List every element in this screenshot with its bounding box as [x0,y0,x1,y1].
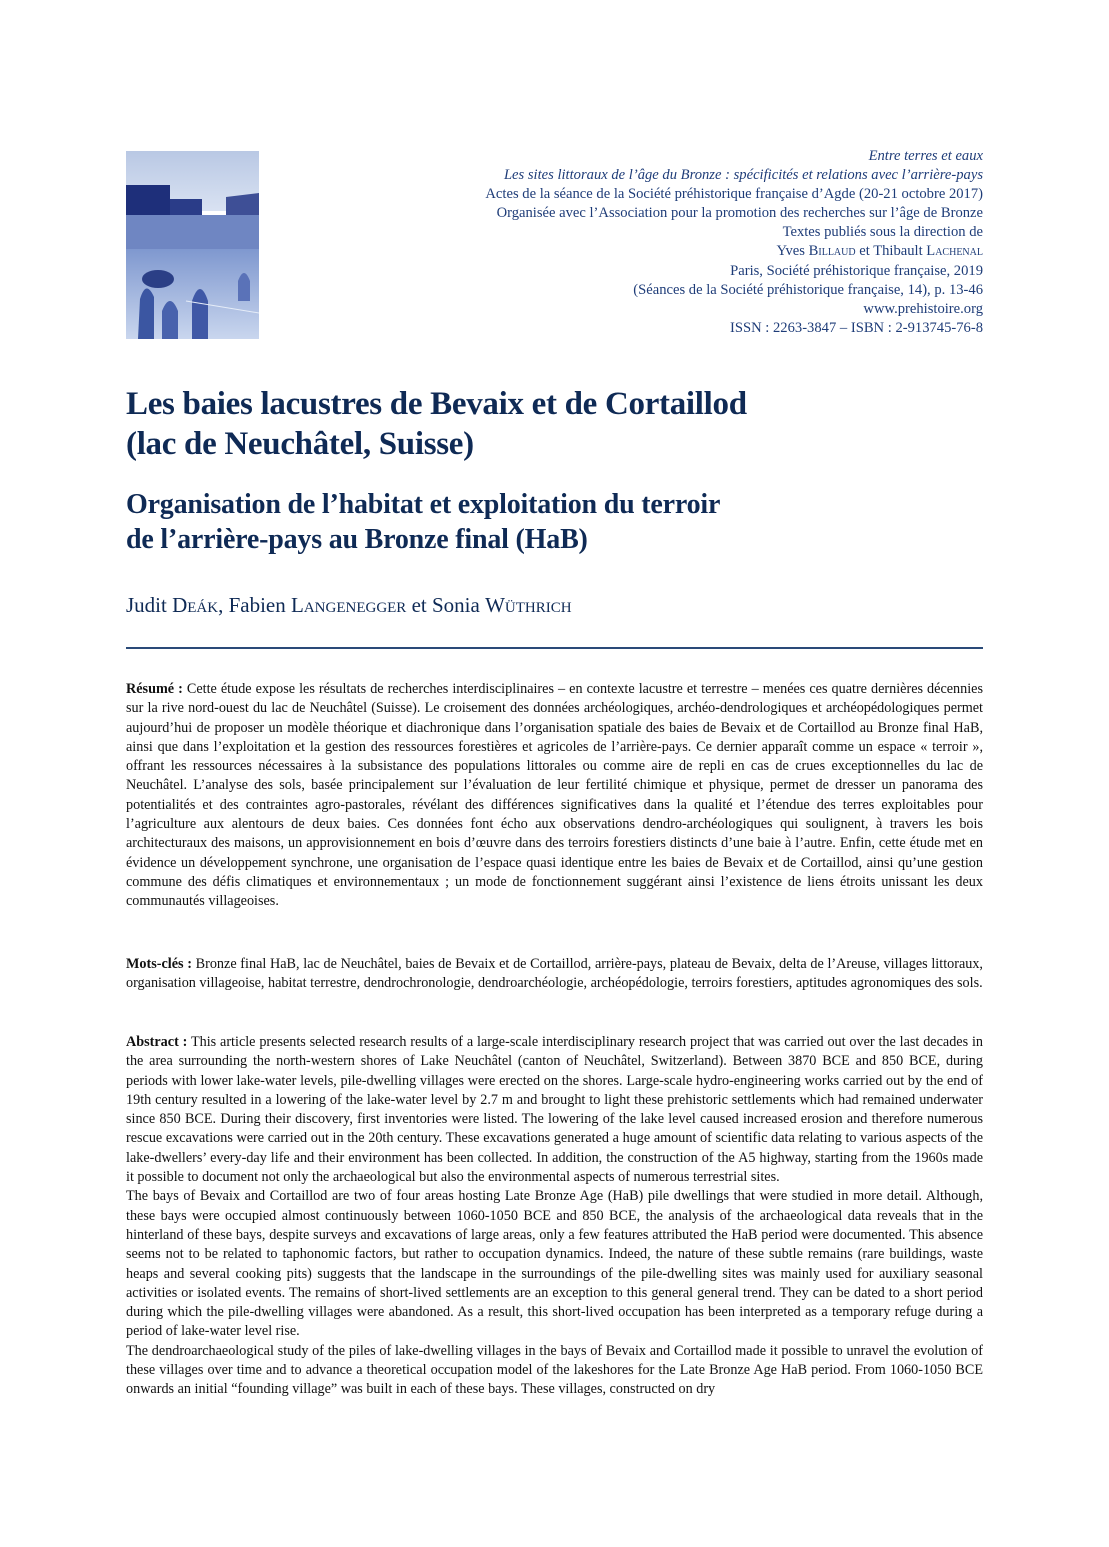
article-subtitle-line: Organisation de l’habitat et exploitation du terroir [126,489,721,520]
abstract-section [126,1033,983,1400]
section-divider [126,647,983,649]
abstract-paragraph: This article presents selected research results of a large-scale interdisciplinary research project that was carried out over the last decades in the area surrounding the north-western shores of Lake Neuchâtel (canton of Neuchâtel, Switzerland). Between 3870 BCE and 850 BCE, during periods with lower lake-water levels, pile-dwelling villages were erected on the shores. Large-scale hydro-engineering works carried out by the end of 19th century resulted in a lowering of the lake-water level by 2.7 m and brought to light these prehistoric settlements which had remained underwater since 850 BCE. During their discovery, first inventories were listed. The lowering of the lake level caused increased erosion and therefore numerous rescue excavations were carried out in the 20th century. These excavations generated a huge amount of scientific data relating to various aspects of the lake-dwellers’ every-day life and their environment has been collected. In addition, the construction of the A5 highway, starting from the 1960s made it possible to document not only the archaeological but also the environmental aspects of numerous terrestrial sites. [126,1034,983,1186]
website-link[interactable]: www.prehistoire.org [863,300,983,317]
cover-image [126,151,259,339]
series-info-line: (Séances de la Société préhistorique française, 14), p. 13-46 [633,281,983,298]
keywords-text: Bronze final HaB, lac de Neuchâtel, baies de Bevaix et de Cortaillod, arrière-pays, plateau de Bevaix, delta de l’Areuse, villages littoraux, organisation villageoise, habitat terrestre, dendrochronologie, dendroarchéologie, archéopédologie, terroirs forestiers, aptitudes agronomiques des sols. [126,956,983,992]
editor-first-name: Yves [776,243,805,260]
author-last-name: Deák [172,593,219,617]
keywords-section [126,955,983,994]
publisher-line: Paris, Société préhistorique française, 2019 [730,262,983,279]
author-separator: et [406,593,432,617]
author-separator: , [218,593,229,617]
author-first-name: Judit [126,593,167,617]
resume-section [126,680,983,912]
author-first-name: Sonia [431,593,480,617]
keywords-label: Mots-clés : [126,956,192,972]
editors-line [383,242,983,261]
editor-last-name: Billaud [808,243,856,260]
author-last-name: Wüthrich [485,593,572,617]
abstract-paragraph: The dendroarchaeological study of the piles of lake-dwelling villages in the bays of Bevaix and Cortaillod made it possible to unravel the evolution of these villages over time and to advance a theoretical occupation model of the lakeshores for the Late Bronze Age HaB period. From 1060-1050 BCE onwards an initial “founding village” was built in each of these bays. These villages, constructed on dry [126,1342,983,1398]
proceedings-line: Actes de la séance de la Société préhistorique française d’Agde (20-21 octobre 2017) [485,186,983,203]
editor-first-name: Thibault [873,243,923,260]
publication-header [383,147,983,338]
abstract-paragraph: The bays of Bevaix and Cortaillod are two of four areas hosting Late Bronze Age (HaB) pile dwellings that were studied in more detail. Although, these bays were occupied almost continuously between 1060-1050 BCE and 850 BCE, the analysis of the archaeological data reveals that in the hinterland of these bays, despite surveys and excavations of large areas, only a few features attributed the HaB period were documented. This absence seems not to be related to taphonomic factors, but rather to occupation dynamics. Indeed, the nature of these subtle remains (rare buildings, waste heaps and several cooking pits) suggests that the landscape in the surroundings of the pile-dwelling sites was mainly used for auxiliary seasonal activities or isolated events. The remains of short-lived settlements are an exception to this general general trend. They can be dated to a short period during which the pile-dwelling villages were abandoned. As a result, this short-lived occupation has been interpreted as a temporary refuge during a period of lake-water level rise. [126,1188,983,1340]
author-last-name: Langenegger [291,593,407,617]
article-title [126,384,986,464]
series-title: Entre terres et eaux [868,148,983,164]
article-title-line: Les baies lacustres de Bevaix et de Cortaillod [126,386,747,422]
authors-line [126,592,572,618]
identifiers-line: ISSN : 2263-3847 – ISBN : 2-913745-76-8 [730,319,983,336]
article-title-line: (lac de Neuchâtel, Suisse) [126,426,474,462]
cover-photo-icon [126,151,259,339]
resume-text: Cette étude expose les résultats de recherches interdisciplinaires – en contexte lacustre et terrestre – menées ces quatre dernières décennies sur la rive nord-ouest du lac de Neuchâtel (Suisse). Le croisement des données archéologiques, archéo-dendrologiques et archéopédologiques permet aujourd’hui de proposer un modèle théorique et diachronique dans l’organisation spatiale des baies de Bevaix et de Cortaillod au Bronze final HaB, ainsi que dans l’exploitation et la gestion des ressources forestières et agricoles de l’arrière-pays. Ce dernier apparaît comme un espace « terroir », offrant les ressources nécessaires à la subsistance des populations littorales ou comme aire de repli en cas de crues exceptionnelles du lac de Neuchâtel. L’analyse des sols, basée principalement sur l’évaluation de leur fertilité chimique et physique, permet de dresser un panorama des potentialités et des contraintes agro-pastorales, révélant des différences significatives dans la qualité et l’étendue des terres exploitables pour l’agriculture aux alentours de deux baies. Ces données font écho aux observations dendro-archéologiques qui soulignent, à travers les bois architecturaux des maisons, un approvisionnement en bois d’œuvre dans des terroirs forestiers distincts d’une baie à l’autre. Enfin, cette étude met en évidence un développement synchrone, une organisation de l’espace quasi identique entre les baies de Bevaix et de Cortaillod, ainsi qu’une gestion commune des défis climatiques et environnementaux ; un mode de fonctionnement suggérant ainsi l’existence de liens étroits unissant les deux communautés villageoises. [126,681,983,910]
organised-with-line: Organisée avec l’Association pour la promotion des recherches sur l’âge de Bronze [496,205,983,222]
editor-last-name: Lachenal [926,243,983,260]
volume-title: Les sites littoraux de l’âge du Bronze : spécificités et relations avec l’arrière-pays [503,167,983,184]
abstract-label: Abstract : [126,1034,188,1050]
article-subtitle-line: de l’arrière-pays au Bronze final (HaB) [126,524,588,555]
article-subtitle [126,487,986,557]
editors-conjunction: et [859,243,870,260]
editors-intro: Textes publiés sous la direction de [782,224,983,241]
resume-label: Résumé : [126,681,183,697]
author-first-name: Fabien [228,593,286,617]
